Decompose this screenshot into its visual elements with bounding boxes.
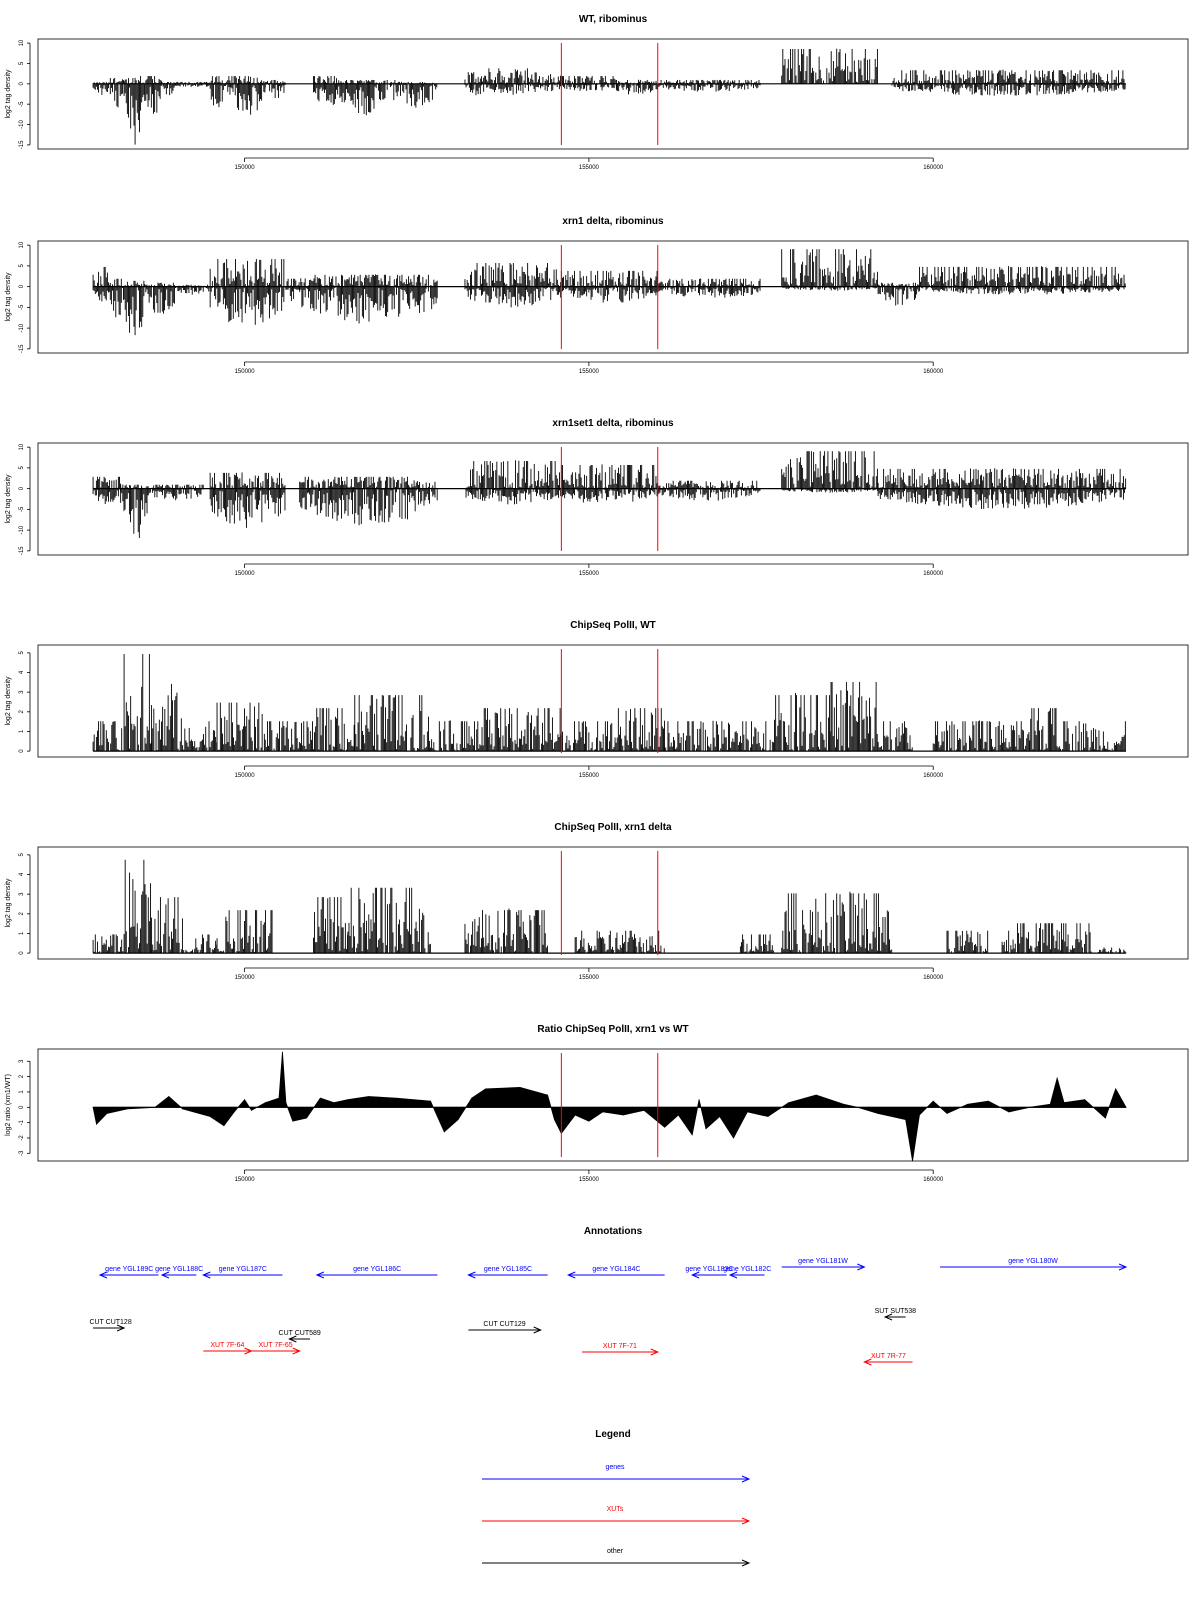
density-segment: [210, 259, 285, 325]
ratio-point: [1057, 1078, 1058, 1079]
ratio-point: [788, 1102, 789, 1103]
y-tick-label: 3: [19, 1059, 25, 1063]
ratio-point: [623, 1115, 624, 1116]
data-series: [93, 654, 1126, 751]
x-tick-label: 150000: [234, 773, 255, 779]
y-tick-label: 3: [19, 892, 25, 896]
y-axis-label: log2 ratio (xrn1/WT): [5, 1074, 12, 1136]
y-tick-label: -1: [19, 1119, 25, 1126]
y-axis-label: log2 tag density: [5, 474, 12, 524]
x-tick-label: 160000: [923, 773, 944, 779]
density-segment: [265, 721, 312, 751]
y-tick-label: 1: [19, 1090, 25, 1094]
annotations-title: Annotations: [583, 1226, 643, 1237]
gene-label: gene YGL185C: [483, 1266, 533, 1273]
gene-arrow: [100, 1266, 159, 1278]
y-tick-label: 1: [19, 729, 25, 734]
gene-arrow: [203, 1266, 282, 1278]
ratio-point: [168, 1096, 169, 1097]
y-tick-label: 4: [19, 872, 25, 877]
y-tick-label: 2: [19, 710, 25, 714]
density-segment: [355, 695, 430, 751]
density-segment: [145, 283, 176, 314]
legend-title: Legend: [595, 1429, 631, 1440]
density-segment: [1002, 923, 1091, 953]
y-tick-label: 4: [19, 670, 25, 675]
y-tick-label: -15: [19, 140, 25, 150]
density-segment: [1057, 721, 1125, 751]
ratio-point: [396, 1098, 397, 1099]
x-tick-label: 155000: [578, 773, 599, 779]
panel-4: [5, 620, 1188, 779]
gene-arrow: [155, 1266, 203, 1278]
xut-label: XUT 7F-64: [210, 1342, 245, 1349]
y-tick-label: -5: [19, 506, 25, 513]
density-segment: [610, 708, 665, 751]
y-tick-label: 5: [19, 853, 25, 857]
x-tick-label: 150000: [234, 1177, 255, 1183]
density-segment: [782, 49, 878, 84]
ratio-point: [602, 1112, 603, 1113]
ratio-point: [905, 1119, 906, 1120]
density-segment: [933, 720, 1029, 751]
density-segment: [93, 267, 110, 301]
ratio-point: [106, 1113, 107, 1114]
gene-label: gene YGL183C: [685, 1266, 734, 1273]
density-segment: [919, 266, 1125, 294]
ratio-point: [444, 1131, 445, 1132]
density-segment: [217, 910, 272, 953]
x-tick-label: 160000: [923, 165, 944, 171]
legend-genes-label: genes: [605, 1464, 625, 1471]
plot-frame: [38, 645, 1188, 757]
gene-arrow: [568, 1266, 664, 1278]
plot-frame: [38, 1049, 1188, 1161]
gene-arrow: [317, 1266, 438, 1278]
density-segment: [183, 721, 217, 751]
density-segment: [124, 281, 144, 335]
y-tick-label: 0: [19, 486, 25, 491]
ratio-point: [747, 1112, 748, 1113]
density-segment: [152, 897, 183, 953]
density-segment: [148, 485, 203, 501]
y-tick-label: 5: [19, 61, 25, 66]
ratio-point: [1050, 1104, 1051, 1105]
xut-arrow: [203, 1342, 251, 1354]
density-segment: [658, 481, 760, 501]
ratio-point: [699, 1099, 700, 1100]
density-segment: [486, 68, 541, 94]
density-segment: [121, 485, 149, 538]
y-tick-label: -15: [19, 344, 25, 354]
panel-title: ChipSeq PolII, xrn1 delta: [554, 822, 672, 833]
density-segment: [152, 684, 183, 751]
density-segment: [183, 934, 217, 953]
density-segment: [231, 76, 265, 115]
gene-label: gene YGL182C: [723, 1266, 772, 1273]
ratio-point: [733, 1138, 734, 1139]
ratio-point: [575, 1115, 576, 1116]
x-tick-label: 150000: [234, 975, 255, 981]
x-tick-label: 155000: [578, 571, 599, 577]
data-series: [93, 1052, 1127, 1162]
density-segment: [286, 279, 299, 301]
density-segment: [300, 274, 438, 323]
density-segment: [479, 708, 562, 751]
ratio-point: [664, 1127, 665, 1128]
y-axis-label: log2 tag density: [5, 69, 12, 119]
density-segment: [93, 477, 121, 504]
annotations-panel: [89, 1226, 1126, 1365]
density-segment: [265, 80, 285, 98]
data-series: [93, 451, 1126, 538]
other-arrow: [875, 1308, 917, 1320]
data-series: [93, 249, 1126, 335]
ratio-point: [320, 1098, 321, 1099]
density-segment: [93, 721, 124, 751]
x-tick-label: 155000: [578, 975, 599, 981]
y-tick-label: 2: [19, 912, 25, 916]
ratio-point: [988, 1101, 989, 1102]
ratio-point: [719, 1116, 720, 1117]
y-tick-label: 0: [19, 749, 25, 753]
data-series: [93, 49, 1126, 145]
ratio-point: [1009, 1112, 1010, 1113]
ratio-point: [1064, 1102, 1065, 1103]
y-tick-label: 5: [19, 651, 25, 655]
y-tick-label: -5: [19, 101, 25, 107]
density-segment: [830, 682, 877, 751]
ratio-area: [93, 1052, 1126, 1161]
legend-xuts: [482, 1506, 749, 1524]
legend-xuts-label: XUTs: [606, 1506, 624, 1513]
density-segment: [210, 76, 230, 107]
other-arrow: [279, 1330, 321, 1342]
density-segment: [313, 897, 347, 953]
panel-title: xrn1 delta, ribominus: [562, 216, 664, 227]
y-tick-label: 0: [19, 1105, 25, 1109]
ratio-point: [292, 1121, 293, 1122]
y-tick-label: 0: [19, 284, 25, 289]
density-segment: [396, 82, 437, 108]
gene-arrow: [940, 1258, 1126, 1270]
density-segment: [124, 860, 152, 953]
ratio-point: [933, 1101, 934, 1102]
ratio-point: [127, 1108, 128, 1109]
gene-label: gene YGL181W: [798, 1258, 848, 1265]
gene-label: gene YGL180W: [1008, 1258, 1058, 1265]
y-tick-label: -10: [19, 323, 25, 333]
y-tick-label: 0: [19, 951, 25, 955]
ratio-point: [279, 1098, 280, 1099]
other-label: CUT CUT129: [483, 1321, 526, 1328]
x-tick-label: 150000: [234, 165, 255, 171]
legend-other: [482, 1548, 749, 1566]
legend-genes: [482, 1464, 749, 1482]
xut-label: XUT 7F-65: [258, 1342, 293, 1349]
ratio-point: [547, 1095, 548, 1096]
ratio-point: [967, 1104, 968, 1105]
density-segment: [93, 934, 124, 953]
density-segment: [313, 76, 341, 105]
y-tick-label: 10: [19, 241, 25, 249]
density-segment: [145, 76, 162, 114]
ratio-point: [224, 1125, 225, 1126]
density-segment: [561, 721, 608, 751]
gene-label: gene YGL188C: [155, 1266, 204, 1273]
y-tick-label: 1: [19, 931, 25, 936]
y-tick-label: 10: [19, 443, 25, 451]
density-segment: [658, 278, 760, 297]
data-series: [93, 860, 1126, 953]
gene-arrow: [782, 1258, 865, 1270]
plot-frame: [38, 847, 1188, 959]
ratio-point: [768, 1116, 769, 1117]
density-segment: [124, 654, 152, 751]
density-segment: [110, 78, 123, 107]
panel-1: [5, 14, 1188, 171]
ratio-point: [816, 1095, 817, 1096]
legend-other-label: other: [607, 1548, 623, 1555]
ratio-point: [878, 1113, 879, 1114]
x-tick-label: 150000: [234, 369, 255, 375]
gene-arrow: [468, 1266, 547, 1278]
ratio-point: [588, 1121, 589, 1122]
density-segment: [124, 76, 144, 145]
other-label: SUT SUT538: [874, 1308, 917, 1315]
density-segment: [210, 472, 285, 527]
density-segment: [465, 909, 548, 954]
density-segment: [1030, 708, 1058, 751]
x-tick-label: 150000: [234, 571, 255, 577]
density-segment: [658, 80, 760, 92]
density-segment: [341, 80, 396, 115]
x-tick-label: 155000: [578, 369, 599, 375]
ratio-point: [1105, 1118, 1106, 1119]
ratio-point: [692, 1135, 693, 1136]
xut-label: XUT 7F-71: [602, 1343, 637, 1350]
y-tick-label: 2: [19, 1074, 25, 1079]
density-segment: [541, 74, 561, 91]
other-label: CUT CUT589: [278, 1330, 321, 1337]
y-axis-label: log2 tag density: [5, 676, 12, 726]
y-tick-label: -3: [19, 1150, 25, 1157]
ratio-point: [458, 1119, 459, 1120]
ratio-point: [182, 1108, 183, 1109]
y-tick-label: 5: [19, 264, 25, 268]
x-tick-label: 155000: [578, 165, 599, 171]
other-arrow: [89, 1319, 131, 1331]
x-tick-label: 160000: [923, 975, 944, 981]
ratio-point: [368, 1096, 369, 1097]
ratio-point: [96, 1124, 97, 1125]
ratio-point: [644, 1110, 645, 1111]
other-arrow: [468, 1321, 540, 1333]
ratio-point: [706, 1128, 707, 1129]
ratio-point: [678, 1115, 679, 1116]
y-tick-label: 0: [19, 82, 25, 86]
ratio-point: [306, 1118, 307, 1119]
y-tick-label: -15: [19, 546, 25, 556]
ratio-point: [265, 1102, 266, 1103]
density-segment: [892, 70, 1125, 96]
x-tick-label: 160000: [923, 571, 944, 577]
density-segment: [313, 708, 354, 751]
other-label: CUT CUT128: [89, 1319, 132, 1326]
y-tick-label: -10: [19, 120, 25, 129]
panel-title: WT, ribominus: [578, 14, 648, 25]
y-axis-label: log2 tag density: [5, 878, 12, 928]
legend-panel: [482, 1429, 749, 1566]
density-segment: [782, 892, 892, 953]
density-segment: [217, 703, 264, 752]
gene-label: gene YGL184C: [592, 1266, 641, 1273]
x-tick-label: 160000: [923, 369, 944, 375]
panel-title: Ratio ChipSeq PolII, xrn1 vs WT: [537, 1024, 689, 1035]
density-segment: [782, 249, 878, 290]
ratio-point: [471, 1098, 472, 1099]
y-tick-label: -5: [19, 304, 25, 311]
y-tick-label: -2: [19, 1135, 25, 1141]
panel-title: ChipSeq PolII, WT: [570, 620, 656, 631]
ratio-point: [912, 1161, 913, 1162]
ratio-point: [347, 1099, 348, 1100]
ratio-point: [947, 1113, 948, 1114]
xut-arrow: [582, 1343, 658, 1355]
density-segment: [465, 263, 561, 307]
density-segment: [665, 721, 767, 751]
ratio-point: [919, 1115, 920, 1116]
ratio-point: [843, 1104, 844, 1105]
density-segment: [300, 477, 438, 525]
y-tick-label: -10: [19, 525, 25, 535]
x-tick-label: 160000: [923, 1177, 944, 1183]
ratio-point: [234, 1112, 235, 1113]
x-tick-label: 155000: [578, 1177, 599, 1183]
y-tick-label: 10: [19, 39, 25, 47]
ratio-point: [485, 1088, 486, 1089]
ratio-point: [210, 1116, 211, 1117]
ratio-point: [554, 1119, 555, 1120]
xut-arrow: [864, 1353, 912, 1365]
density-segment: [465, 460, 561, 504]
density-segment: [431, 720, 478, 751]
density-segment: [768, 693, 830, 751]
panel-3: [5, 418, 1188, 577]
xut-arrow: [251, 1342, 299, 1354]
density-segment: [616, 80, 657, 95]
gene-label: gene YGL186C: [353, 1266, 402, 1273]
density-segment: [1098, 948, 1126, 954]
ratio-point: [244, 1099, 245, 1100]
ratio-point: [1084, 1099, 1085, 1100]
density-segment: [947, 931, 988, 953]
density-segment: [348, 888, 431, 953]
ratio-point: [286, 1102, 287, 1103]
density-segment: [878, 721, 912, 751]
gene-label: gene YGL189C: [105, 1266, 154, 1273]
panel-2: [5, 216, 1188, 375]
xut-label: XUT 7R-77: [871, 1353, 906, 1360]
ratio-point: [1115, 1088, 1116, 1089]
density-segment: [575, 931, 664, 953]
y-tick-label: 3: [19, 690, 25, 694]
ratio-point: [520, 1087, 521, 1088]
ratio-point: [430, 1101, 431, 1102]
gene-arrow: [723, 1266, 771, 1278]
y-axis-label: log2 tag density: [5, 272, 12, 322]
panel-6: [5, 1024, 1188, 1183]
density-segment: [740, 934, 774, 953]
panel-title: xrn1set1 delta, ribominus: [552, 418, 674, 429]
density-segment: [561, 464, 657, 502]
ratio-point: [334, 1102, 335, 1103]
panel-5: [5, 822, 1188, 981]
density-segment: [110, 279, 123, 318]
gene-label: gene YGL187C: [218, 1266, 267, 1273]
ratio-point: [282, 1052, 283, 1053]
ratio-point: [251, 1110, 252, 1111]
density-segment: [782, 451, 878, 493]
y-tick-label: 5: [19, 466, 25, 470]
